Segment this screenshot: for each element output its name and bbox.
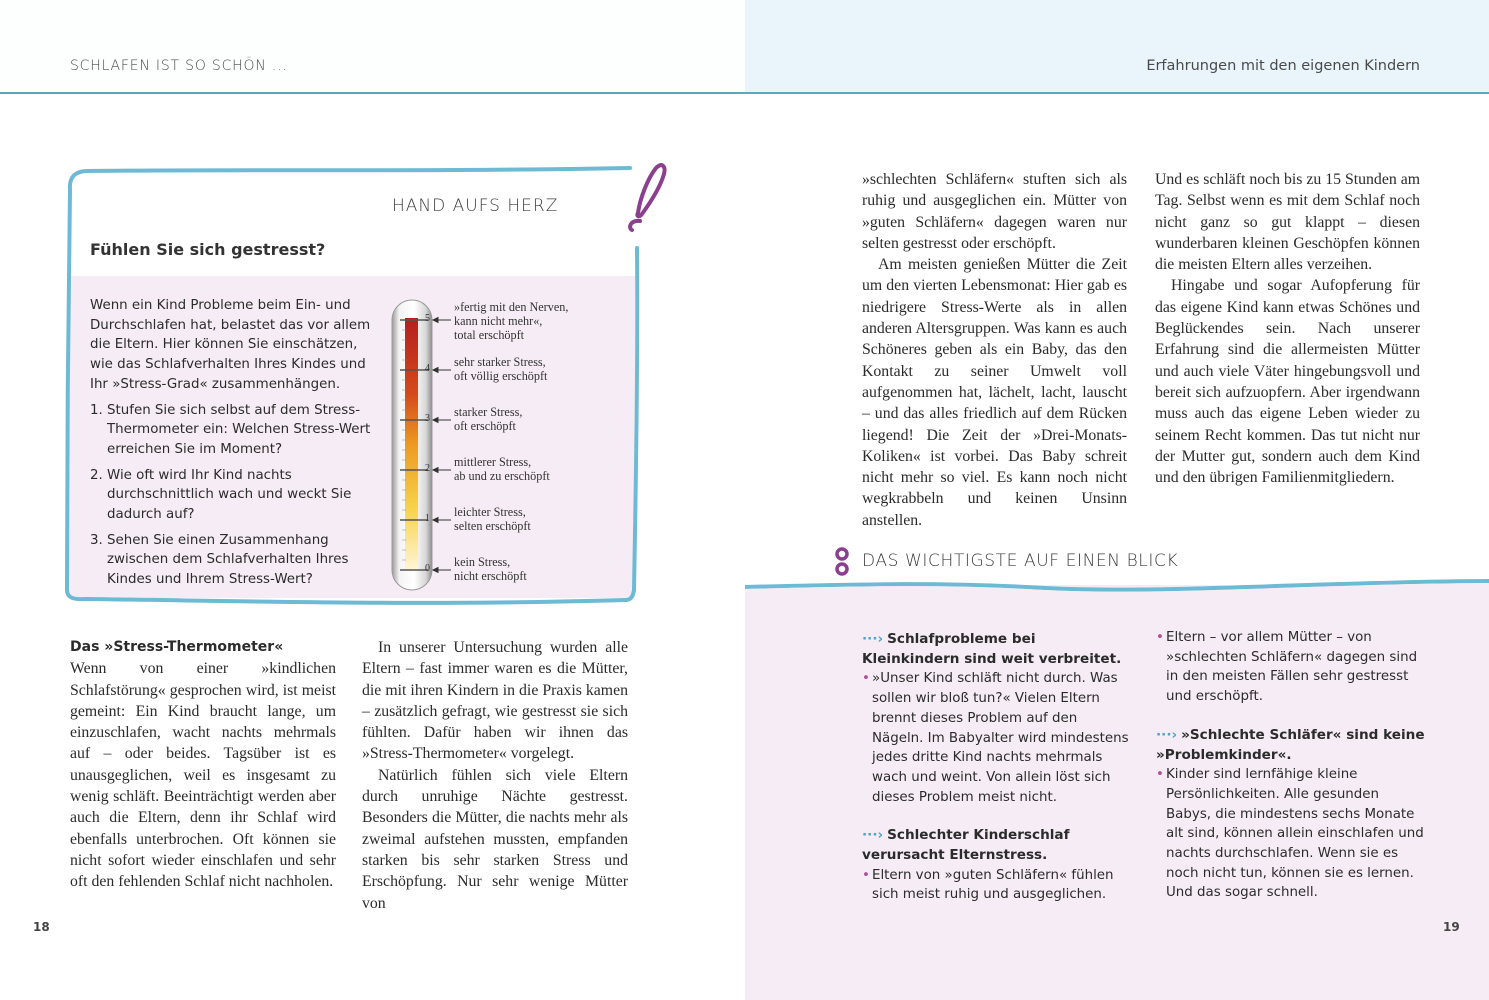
label-line: mittlerer Stress, [454,455,532,469]
thermometer-label-4 [454,355,547,383]
summary-wave-border [745,570,1489,600]
label-line: kann nicht mehr«, [454,314,543,328]
bullet-icon: • [862,867,870,883]
paragraph: Hingabe und sogar Aufopferung für das eigene Kind kann etwas Schönes und Beglückendes sein. Nach unserer Erfahrung sind die allermeisten Mütter und auch viele Väter hingebungsvoll und bereit sich aufzuopfern. Aber irgendwann muss auch das eigene Leben wieder zu seinem Recht kommen. Das tut nicht nur der Mutter gut, sondern auch dem Kind und den übrigen Familienmitgliedern. [1155,277,1420,487]
summary-heading [862,826,1132,865]
paragraph: »schlechten Schläfern« stuften sich als ruhig und ausgeglichen ein. Mütter von »guten Schläfern« dagegen waren nur selten gestresst oder erschöpft. [862,171,1127,252]
label-line: kein Stress, [454,555,511,569]
summary-block [1156,726,1426,903]
paragraph: Und es schläft noch bis zu 15 Stunden am Tag. Selbst wenn es mit dem Schlaf noch nicht ganz so gut klappt – diesen wunderbaren kleinen Geschöpfen können die meisten Eltern alles verzeihen. [1155,171,1420,274]
summary-item-text: Eltern – vor allem Mütter – von »schlechten Schläfern« dagegen sind in den meisten Fällen sehr gestresst und erschöpft. [1166,630,1418,705]
question-item [90,401,375,460]
summary-item [862,669,1132,807]
question-list [90,401,375,590]
thermometer-label-5 [454,300,568,342]
right-column-2 [1155,169,1420,488]
summary-item-text: Kinder sind lernfähige kleine Persönlichkeiten. Alle gesunden Babys, die mindestens sechs Monate alt sind, können allein einschlafen und nachts durchschlafen. Wenn sie es noch nicht tun, können sie es lernen. Und das sogar schnell. [1166,767,1424,901]
question-text: Sehen Sie einen Zusammenhang zwischen dem Schlafverhalten Ihres Kindes und Ihrem Stress-Wert? [107,532,349,588]
label-line: leichter Stress, [454,505,526,519]
box-title: HAND AUFS HERZ [392,196,559,216]
dotted-arrow-icon: ···› [862,631,884,647]
box-text [90,296,375,596]
right-column-1 [862,169,1127,531]
bullet-icon: • [862,671,870,687]
question-item [90,531,375,590]
left-running-head: SCHLAFEN IST SO SCHÖN ... [70,58,288,74]
summary-heading [1156,726,1426,765]
paragraph: In unserer Untersuchung wurden alle Eltern – fast immer waren es die Mütter, die mit ihren Kindern in die Praxis kamen – zusätzlich gefragt, wie gestresst sie sich fühlten. Dafür haben wir ihnen das »Stress-Thermometer« vorgelegt. [362,639,628,763]
label-line: starker Stress, [454,405,523,419]
page-number-left: 18 [33,920,50,934]
paragraph: Am meisten genießen Mütter die Zeit um den vierten Lebensmonat: Hier gab es niedrigere Stress-Werte als in allen anderen Altersgruppen. Was kann es auch Schöneres geben als ein Baby, das den Kontakt zu seiner Umwelt voll aufgenommen hat, lächelt, lacht, lauscht – und das alles friedlich auf dem Rücken liegend! Die Zeit der »Drei-Monats-Koliken« ist vorbei. Das Baby schreit nicht mehr so viel. Es kann noch nicht wegkrabbeln und keinen Unsinn anstellen. [862,256,1127,529]
scale-value: 4 [425,363,430,374]
summary-heading-text: Schlechter Kinderschlaf verursacht Elternstress. [862,827,1070,864]
summary-heading-text: Schlafprobleme bei Kleinkindern sind weit verbreitet. [862,631,1122,667]
thermometer-label-1 [454,505,531,533]
scale-value: 0 [425,563,430,574]
summary-icon [832,546,852,578]
label-line: nicht erschöpft [454,569,527,583]
question-number: 1. [90,402,103,418]
summary-block-continued [1156,628,1426,707]
question-number: 3. [90,532,103,548]
summary-item-text: Eltern von »guten Schläfern« fühlen sich meist ruhig und ausgeglichen. [872,867,1114,903]
summary-item [1156,628,1426,707]
scale-value: 3 [425,413,430,424]
bullet-icon: • [1156,630,1164,645]
page-number-right: 19 [1443,920,1460,934]
summary-heading-text: »Schlechte Schläfer« sind keine »Problemkinder«. [1156,726,1425,763]
question-text: Wie oft wird Ihr Kind nachts durchschnittlich wach und weckt Sie dadurch auf? [107,467,352,523]
box-intro: Wenn ein Kind Probleme beim Ein- und Durchschlafen hat, belastet das vor allem die Eltern. Hier können Sie einschätzen, wie das Schlafverhalten Ihres Kindes und Ihr »Stress-Grad« zusammenhängen. [90,298,371,392]
label-line: oft völlig erschöpft [454,369,548,383]
summary-title: DAS WICHTIGSTE AUF EINEN BLICK [862,551,1179,571]
summary-column-1 [862,630,1132,924]
section-heading: Das »Stress-Thermometer« [70,639,284,655]
label-line: oft erschöpft [454,419,516,433]
question-item [90,466,375,525]
summary-block [862,826,1132,905]
question-text: Stufen Sie sich selbst auf dem Stress-Thermometer ein: Welchen Stress-Wert erreichen Sie im Moment? [107,402,371,457]
summary-block [862,630,1132,807]
label-line: »fertig mit den Nerven, [454,300,569,314]
dotted-arrow-icon: ···› [1156,726,1178,743]
thermometer-label-2 [454,455,550,483]
right-header-band [745,0,1489,93]
dotted-arrow-icon: ···› [862,827,884,844]
label-line: total erschöpft [454,328,525,342]
question-number: 2. [90,467,103,483]
scale-value: 2 [425,463,430,474]
summary-item-text: »Unser Kind schläft nicht durch. Was sollen wir bloß tun?« Vielen Eltern brennt dieses Problem auf den Nägeln. Im Babyalter wird mindestens jedes dritte Kind nachts mehrmals wach und weint. Von allein löst sich dieses Problem meist nicht. [872,671,1129,805]
label-line: ab und zu erschöpft [454,469,550,483]
label-line: selten erschöpft [454,519,531,533]
exclamation-icon [620,158,670,238]
scale-value: 5 [425,313,430,324]
thermometer-label-3 [454,405,522,433]
paragraph: Wenn von einer »kindlichen Schlafstörung« gesprochen wird, ist meist gemeint: Ein Kind braucht lange, um einzuschlafen, wacht nachts mehrmals auf – oder beides. Tagsüber ist es unausgeglichen, weil es insgesamt zu wenig schläft. Beeinträchtigt werden aber auch die Eltern, denn ihr Schlaf wird ebenfalls unterbrochen. Oft können sie nicht sofort wieder einschlafen und sehr oft den fehlenden Schlaf nicht nachholen. [70,660,336,891]
summary-column-2 [1156,628,1426,922]
summary-heading [862,630,1132,669]
paragraph: Natürlich fühlen sich viele Eltern durch unruhige Nächte gestresst. Besonders die Mütter, die nachts mehr als zweimal aufstehen mussten, empfanden starken bis sehr starken Stress und Erschöpfung. Nur sehr wenige Mütter von [362,766,628,912]
summary-item [1156,765,1426,903]
left-column-1 [70,637,336,893]
left-column-2 [362,637,628,914]
scale-arrows [431,300,453,590]
right-running-head: Erfahrungen mit den eigenen Kindern [1146,58,1420,74]
scale-value: 1 [425,513,430,524]
bullet-icon: • [1156,767,1164,783]
label-line: sehr starker Stress, [454,355,546,369]
box-subtitle: Fühlen Sie sich gestresst? [90,240,326,259]
thermometer-label-0 [454,555,527,583]
summary-item [862,866,1132,905]
